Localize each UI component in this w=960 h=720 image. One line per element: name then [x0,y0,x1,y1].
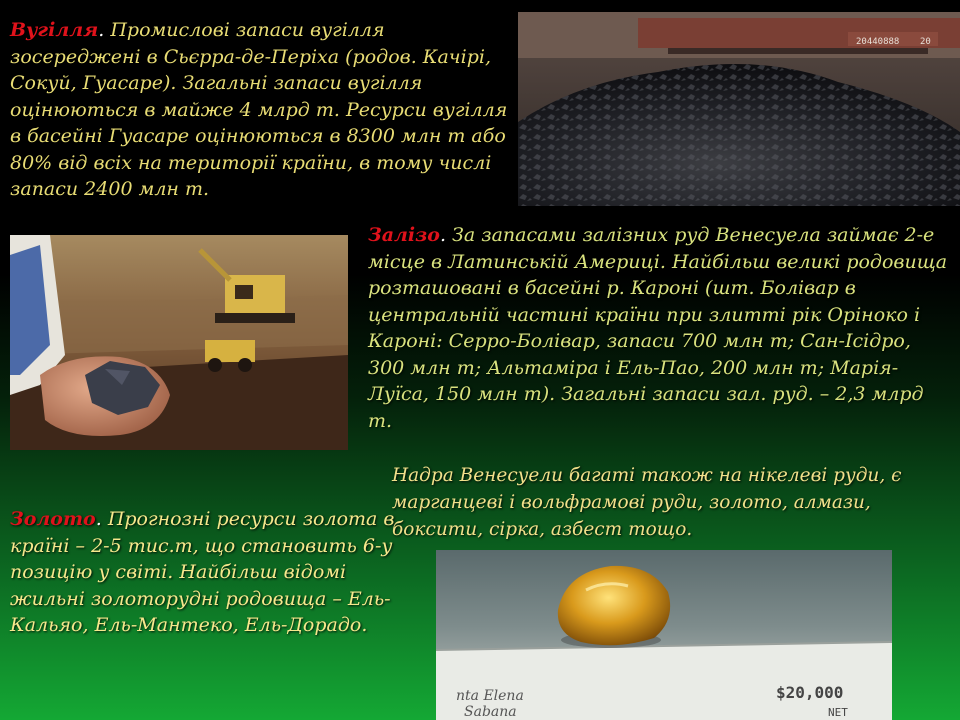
price-unit: NET [828,706,848,719]
other-minerals-paragraph: Надра Венесуели багаті також на нікелеві руди, є марганцеві і вольфрамові руди, золото, алмази, боксити, сірка, азбест тощо. [392,465,902,540]
gold-body: Прогнозні ресурси золота в країні – 2-5 тис.т, що становить 6-у позицію у світі. Найбільш відомі жильні золоторудні родовища – Ель-Кальяо, Ель-Мантеко, Ель-Дорадо. [10,508,395,636]
coal-pile-photo [518,12,960,206]
coal-heading-dot: . [98,19,105,41]
coal-paragraph [10,17,515,203]
gold-paragraph [10,506,410,639]
gold-heading-dot: . [95,508,102,530]
card-line-2: Sabana [464,704,517,720]
coal-heading: Вугілля [10,19,99,41]
iron-heading: Залізо [368,224,440,246]
iron-body: За запасами залізних руд Венесуела займає 2-е місце в Латинській Америці. Найбільш великі родовища розташовані в басейні р. Кароні (шт. Болівар в центральній частині країни при злитті рік Оріноко і Кароні: Серро-Болівар, запаси 700 млн т; Сан-Ісідро, 300 млн т; Альтаміра і Ель-Пао, 200 млн т; Марія-Луїса, 150 млн т). Загальні запаси зал. руд. – 2,3 млрд т. [368,224,948,432]
gold-nugget-photo [436,550,892,720]
wagon-number: 20440888 [856,37,900,47]
gold-heading: Золото [10,508,96,530]
iron-mine-photo [10,235,348,450]
coal-body: Промислові запаси вугілля зосереджені в Сьєрра-де-Періха (родов. Качірі, Сокуй, Гуасаре). Загальні запаси вугілля оцінюються в майже 4 млрд т. Ресурси вугілля в басейні Гуасаре оцінюються в 8300 млн т або 80% від всіх на території країни, в тому числі запаси 2400 млн т. [10,19,508,200]
iron-paragraph [368,222,953,434]
price-label: $20,000 [776,683,844,702]
iron-heading-dot: . [439,224,446,246]
card-line-1: nta Elena [456,688,524,704]
wagon-tag: 20 [920,37,931,47]
